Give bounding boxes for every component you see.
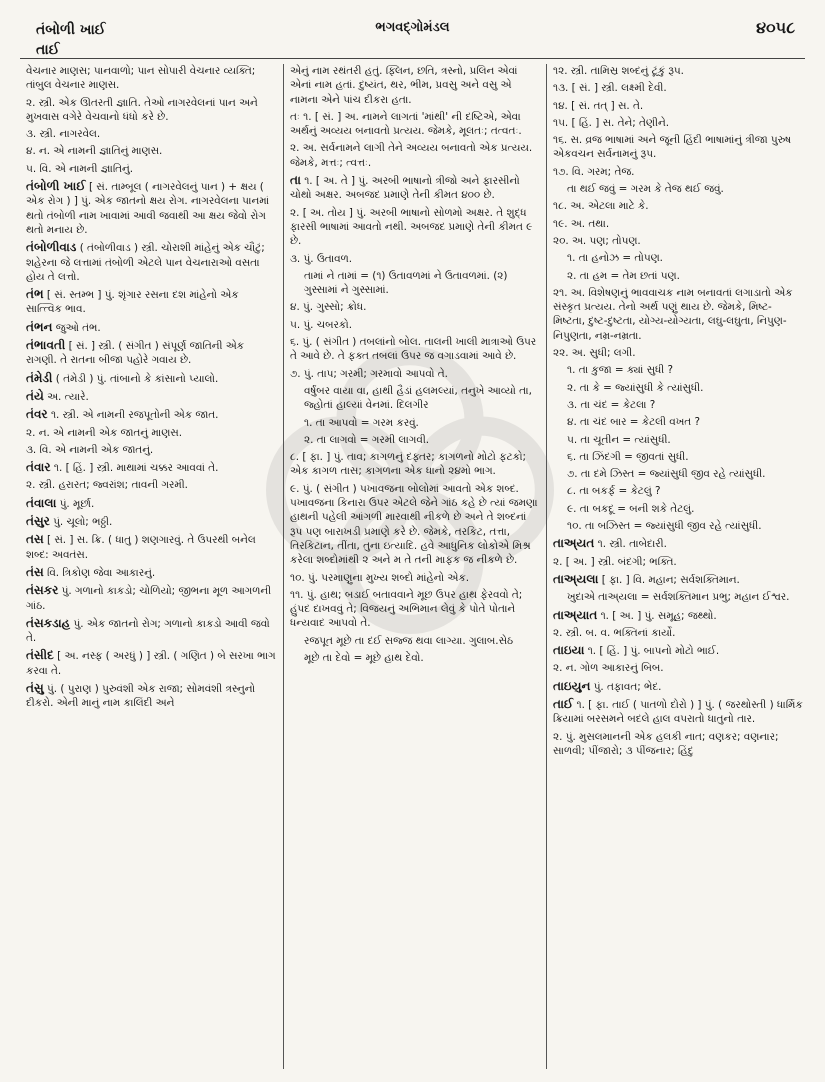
entry-text: ૧૪. [ સં. તત્ ] સ. તે. — [553, 99, 644, 112]
entry-text: [ અ. નસ્ફ ( અરધું ) ] સ્ત્રી. ( ગણિત ) બે સરખા ભાગ કરવા તે. — [26, 650, 276, 677]
entry-text: પું. તફાવત; ભેદ. — [590, 680, 662, 693]
dictionary-entry — [26, 583, 277, 613]
dictionary-entry — [290, 110, 540, 139]
dictionary-entry — [553, 99, 803, 113]
entry-text: ૫. વિ. એ નામની જ્ઞાતિનું. — [26, 162, 134, 175]
entry-text: ૬. પું. ( સંગીત ) તબલાંનો બોલ. તાલની ખાલી માત્રાઓ ઉપર તે આવે છે. તે ફક્ત તબલાં ઉપર જ વગાડવામાં આવે છે. — [290, 336, 537, 363]
dictionary-entry — [290, 571, 540, 585]
dictionary-entry — [26, 127, 277, 141]
dictionary-entry — [553, 697, 803, 727]
column-middle — [283, 64, 546, 1069]
dictionary-entry — [553, 661, 803, 675]
dictionary-entry — [290, 588, 540, 631]
entry-text: પું. ચૂલો; ભઠ્ઠી. — [49, 516, 113, 529]
entry-text: ૪. તા ચંદ બાર = કેટલી વખત ? — [567, 416, 701, 429]
entry-headword: તંબોળી ખાઈ — [26, 179, 86, 194]
entry-headword: તાઅ્યાત — [553, 607, 598, 622]
dictionary-entry — [553, 398, 803, 412]
entry-text: [ ફા. ] વિ. મહાન; સર્વશક્તિમાન. — [598, 573, 740, 586]
dictionary-entry — [553, 626, 803, 640]
entry-text: પું. મૂર્છા. — [56, 497, 95, 510]
dictionary-entry — [553, 608, 803, 623]
dictionary-entry — [26, 96, 277, 125]
entry-text: ૬. તા ઝિંદગી = જીવતાં સુધી. — [567, 450, 689, 463]
entry-text: ૧૯. અ. તથા. — [553, 217, 610, 230]
entry-headword: તંબોળીવાડ — [26, 240, 77, 255]
entry-headword: તંયે — [26, 388, 44, 403]
dictionary-entry — [26, 478, 277, 492]
entry-text: ૧. [ અ. તે ] પું. અરબી ભાષાનો ત્રીજો અને ફારસીનો ચોથો અક્ષર. અબજદ પ્રમાણે તેની કીમત ૪૦૦ છે. — [290, 175, 520, 202]
entry-text: જુઓ તંભ. — [52, 321, 101, 334]
dictionary-entry — [290, 384, 540, 413]
dictionary-entry — [290, 433, 540, 447]
entry-text: ૧૨. સ્ત્રી. તામિસ્ર શબ્દનું ટૂંકું રૂપ. — [553, 65, 684, 77]
entry-text: ૧. [ અ. ] પું. સમૂહ; જથ્થો. — [597, 609, 717, 622]
entry-headword: તંભાવતી — [26, 338, 66, 353]
dictionary-entry — [553, 555, 803, 569]
dictionary-entry — [553, 679, 803, 694]
dictionary-entry — [553, 234, 803, 248]
dictionary-entry — [290, 450, 540, 479]
entry-text: ૧. તા આપવો = ગરમ કરવું. — [304, 416, 419, 429]
entry-text: ૩. સ્ત્રી. નાગરવેલ. — [26, 128, 101, 141]
dictionary-entry — [553, 643, 803, 658]
entry-headword: તાઅ્યત — [553, 536, 595, 551]
dictionary-entry — [553, 502, 803, 516]
running-title: ભગવદ્ગોમંડલ — [375, 20, 450, 35]
entry-text: ૧. [ હિં. ] પું. બાપનો મોટો ભાઈ. — [584, 645, 720, 658]
page-number: ૪૦૫૮ — [756, 18, 795, 37]
dictionary-entry — [553, 116, 803, 130]
entry-headword: તંવર — [26, 407, 48, 422]
dictionary-entry — [26, 460, 277, 475]
entry-text: તામાં ને તામાં = (૧) ઉતાવળમાં ને ઉતાવળમાં. (૨) ગુસ્સામાં ને ગુસ્સામાં. — [304, 269, 508, 297]
entry-text: ૭. પું. તાપ; ગરમી; ગરમાવો આપવો તે. — [290, 367, 448, 380]
dictionary-entry — [26, 389, 277, 404]
dictionary-entry — [553, 730, 803, 759]
dictionary-entry — [290, 318, 540, 332]
entry-text: ૯. પું. ( સંગીત ) પખાવજના બોલોમાં આવતો એક શબ્દ. પખાવજના કિનારા ઉપર એટલે જેને ગાંઠ કહે છે ત્યાં જમણા હાથની પહેલી આંગળી મારવાથી નીકળે છે અને તે શબ્દનાં રૂપ પણ બારાખડી પ્રમાણે કરે છે. જેમકે, તરકિટ, તત્તા, તિરકિટાન, તીંતા, તુના ઇત્યાદિ. હવે આધુનિક લોકોએ મિશ્ર કરેલા શબ્દોમાંથી ૨ અને મ તે તની માફક જ નીકળે છે. — [290, 482, 538, 567]
entry-text: ૧૩. [ સં. ] સ્ત્રી. લક્ષ્મી દેવી. — [553, 82, 667, 95]
entry-headword: તંસકડાહ — [26, 615, 71, 630]
entry-text: ( તંબોળીવાડ ) સ્ત્રી. ચોરાશી માંહેનું એક ચૌટું; શહેરના જે લત્તામાં તંબોળી એટલે પાન વેચનારાઓ વસતા હોય તે લત્તો. — [26, 242, 265, 283]
dictionary-entry — [290, 416, 540, 430]
column-right — [546, 64, 809, 1069]
entry-headword: તંભ — [26, 287, 44, 302]
dictionary-entry — [553, 165, 803, 179]
entry-text: ૨. સ્ત્રી. હરારત; જ્વરાંશ; તાવની ગરમી. — [26, 479, 188, 492]
entry-text: વિ. ત્રિકોણ જેવા આકારનું. — [43, 566, 156, 579]
entry-text: ૧. સ્ત્રી. એ નામની રજપૂતોની એક જાત. — [47, 409, 219, 422]
dictionary-entry — [26, 532, 277, 562]
entry-text: ૨. સ્ત્રી. બ. વ. ભક્તિનાં કાર્યો. — [553, 626, 676, 639]
dictionary-entry — [553, 182, 803, 196]
entry-text: ૨૨. અ. સુધી; લગી. — [553, 347, 636, 360]
entry-text: પું. ( પુરાણ ) પુરુવંશી એક રાજા; સોમવંશી ત્રસ્નુનો દીકરો. એની માનું નામ કાલિંદી અને — [26, 682, 256, 710]
entry-headword: તંમેડી — [26, 370, 53, 385]
entry-text: ૨. [ અ. ] સ્ત્રી. બંદગી; ભક્તિ. — [553, 555, 677, 568]
entry-text: ૫. પું. ચબરકો. — [290, 318, 353, 331]
dictionary-entry — [290, 141, 540, 170]
dictionary-entry — [553, 199, 803, 213]
entry-text: ૪. ન. એ નામની જ્ઞાતિનું માણસ. — [26, 145, 163, 158]
entry-text: મૂછે તા દેવો = મૂછે હાથ દેવો. — [304, 651, 424, 664]
entry-text: ૩. પું. ઉતાવળ. — [290, 252, 353, 265]
dictionary-entry — [553, 269, 803, 283]
dictionary-entry — [290, 651, 540, 665]
dictionary-entry — [26, 565, 277, 580]
dictionary-entry — [290, 482, 540, 568]
entry-text: ૮. તા બકર્ફ = કેટલું ? — [567, 485, 661, 498]
entry-text: ( તંમેડી ) પું. તાંબાનો કે કાંસાનો પ્યાલો. — [52, 372, 219, 385]
dictionary-entry — [26, 496, 277, 511]
entry-text: [ સં. તામ્બૂલ ( નાગરવેલનું પાન ) + ક્ષય ( એક રોગ ) ] પું. એક જાતનો ક્ષય રોગ. નાગરવેલના પાનમાં થતો તંબોળી નામ ખાવામાં આવી જવાથી આ ક્ષય જેવો રોગ થતો મનાય છે. — [26, 181, 270, 236]
dictionary-entry — [553, 450, 803, 464]
entry-text: ૧૦. તા બઝિસ્ત = જ્યાંસુધી જીવ રહે ત્યાંસુધી. — [567, 520, 762, 533]
entry-headword: તંવાર — [26, 460, 51, 475]
dictionary-entry — [290, 64, 540, 107]
entry-headword: તંસ — [26, 564, 44, 579]
entry-headword: તાઇયા — [553, 643, 585, 658]
guide-word-first: તંબોળી ખાઈ — [36, 22, 106, 38]
dictionary-entry — [553, 286, 803, 343]
guide-words-left — [36, 20, 236, 60]
dictionary-entry — [553, 590, 803, 604]
dictionary-entry — [26, 162, 277, 176]
dictionary-entry — [553, 217, 803, 231]
entry-headword: તંસુ — [26, 680, 44, 695]
entry-headword: તંસકર — [26, 583, 59, 598]
entry-headword: તસ — [26, 532, 44, 547]
dictionary-entry — [290, 634, 540, 648]
dictionary-entry — [26, 443, 277, 457]
dictionary-entry — [553, 251, 803, 265]
entry-text: ૭. તા દમે ઝિસ્ત = જ્યાંસુધી જીવ રહે ત્યાંસુધી. — [567, 468, 766, 481]
entry-text: અ. ત્યારે. — [43, 390, 89, 403]
dictionary-entry — [553, 572, 803, 587]
entry-text: ૮. [ ફા. ] પું. તાવ; કાગળનું દફ્તર; કાગળનો મોટો ફટકો; એક કાગળ તાસ; કાગળના એક ધાનો ૨૪મો ભાગ. — [290, 451, 527, 478]
guide-word-second: તાઈ — [36, 42, 60, 58]
dictionary-entry — [290, 367, 540, 381]
entry-text: ૨. ન. ગોળ આકારનું બિબ. — [553, 662, 664, 675]
entry-text: ૨. પું. મુસલમાનની એક હલકી નાત; વણકર; વણનાર; સાળવી; પીંજારો; ૩ પીંજનાર; હિંદુ — [553, 730, 779, 757]
entry-text: ૨. અ. સર્વનામને લાગી તેને અવ્યય બનાવતો એક પ્રત્યય. જેમકે, મત્તઃ; ત્વત્તઃ. — [290, 142, 533, 169]
entry-text: ૧. તા હનોઝ = તોપણ. — [567, 252, 663, 265]
dictionary-entry — [553, 433, 803, 447]
entry-text: તઃ ૧. [ સં. ] અ. નામને લાગતાં 'માંથી' ની દષ્ટિએ, એવા અર્થનું અવ્યય બનાવતો પ્રત્યય. જેમકે, મૂલતઃ; તત્વતઃ. — [290, 110, 522, 138]
dictionary-entry — [553, 363, 803, 377]
dictionary-entry — [26, 240, 277, 284]
entry-text: ૧૫. [ હિં. ] સ. તેને; તેણીને. — [553, 116, 669, 129]
dictionary-entry — [553, 346, 803, 360]
dictionary-entry — [26, 287, 277, 317]
dictionary-entry — [553, 519, 803, 533]
dictionary-entry — [26, 616, 277, 646]
dictionary-entry — [26, 681, 277, 711]
entry-headword: તાઅ્યલા — [553, 571, 599, 586]
entry-headword: તંસુર — [26, 514, 50, 529]
dictionary-entry — [290, 206, 540, 249]
dictionary-columns — [20, 64, 810, 1069]
entry-text: [ સં. ] સ. ક્રિ. ( ધાતુ ) શણગારવું. તે ઉપરથી બનેલ શબ્દ: અવતંસ. — [26, 534, 256, 561]
dictionary-entry — [553, 484, 803, 498]
dictionary-entry — [26, 514, 277, 529]
entry-text: ૧૮. અ. એટલા માટે કે. — [553, 200, 649, 213]
entry-text: વર્ષુંબર વાયા વા, હાથી હૈડાં હલમલ્યાં, તનુખે આવ્યો તા, જ્હોતાં હાલ્યાં વેનમાં. દિલગીર — [304, 384, 532, 412]
entry-text: ૪. પું. ગુસ્સો; ક્રોધ. — [290, 301, 367, 314]
entry-text: ૧. સ્ત્રી. તાબેદારી. — [594, 538, 667, 551]
dictionary-entry — [553, 81, 803, 95]
dictionary-entry — [26, 407, 277, 422]
entry-text: ૧. તા કુજા = ક્યાં સુધી ? — [567, 364, 674, 377]
dictionary-entry — [290, 269, 540, 298]
entry-text: ૨. તા હમ = તેમ છતાં પણ. — [567, 269, 680, 282]
column-left — [20, 64, 283, 1069]
dictionary-entry — [553, 64, 803, 78]
dictionary-entry — [553, 415, 803, 429]
entry-text: [ સં. ] સ્ત્રી. ( સંગીત ) સંપૂર્ણ જાતિની એક રાગણી. તે રાતના બીજા પહોરે ગવાય છે. — [26, 340, 245, 367]
dictionary-entry — [26, 648, 277, 678]
header-rule — [20, 58, 805, 59]
dictionary-entry — [26, 64, 277, 93]
entry-text: ૨. તા લાગવો = ગરમી લાગવી. — [304, 433, 430, 446]
entry-headword: તાઇયુન — [553, 678, 591, 693]
entry-text: તા થઈ જવું = ગરમ કે તેજ થઈ જવું. — [567, 183, 724, 196]
dictionary-entry — [26, 320, 277, 335]
dictionary-entry — [290, 300, 540, 314]
entry-headword: તંભન — [26, 319, 53, 334]
dictionary-entry — [26, 371, 277, 386]
entry-text: એનું નામ રથંતરી હતું. ફ્લિન, છતિ, ત્રસ્નો, પ્રલિન એવાં એનાં નામ હતાં. દુષ્યંત, થર, ભીમ, પ્રવસુ અને વસુ એ નામના એને પાંચ દીકરા હતા. — [290, 65, 518, 106]
entry-text: ૨. તા કે = જ્યાંસુધી કે ત્યાંસુધી. — [567, 381, 704, 394]
entry-text: વેચનાર માણસ; પાનવાળો; પાન સોપારી વેચનાર વ્યક્તિ; તાંબુલ વેચનાર માણસ. — [26, 65, 256, 92]
entry-text: ૯. તા બકદૂ = બની શકે તેટલું. — [567, 502, 695, 515]
entry-text: ૨. સ્ત્રી. એક ઊતરતી જ્ઞાતિ. તેઓ નાગરવેલનાં પાન અને મુખવાસ વગેરે વેચવાનો ધંધો કરે છે. — [26, 96, 258, 123]
entry-text: ૧૬. સ. વ્રજ ભાષામાં અને જૂની હિંદી ભાષામાંનું ત્રીજા પુરુષ એકવચન સર્વનામનું રૂપ. — [553, 134, 792, 161]
entry-headword: તંસીદ — [26, 648, 54, 663]
entry-text: ૨. ન. એ નામની એક જાતનું માણસ. — [26, 426, 182, 439]
entry-text: ૨. [ અ. તોય ] પું. અરબી ભાષાનો સોળમો અક્ષર. તે શુદ્ધ ફારસી ભાષામાં આવતો નથી. અબજદ પ્રમાણે તેની કીમત ૯ છે. — [290, 206, 533, 248]
entry-text: ખુદાએ તાઅ્યલા = સર્વશક્તિમાન પ્રભુ; મહાન ઈશ્વર. — [567, 591, 790, 604]
page-header — [0, 0, 825, 58]
entry-text: ૧. [ ફા. તાઈ ( પાતળો દોરો ) ] પું. ( જરથોસ્તી ) ધાર્મિક ક્રિયામાં બરસમને બદલે હાલ વપરાતો ધાતુનો તાર. — [553, 698, 803, 726]
entry-text: રજપૂત મૂછે તા દઈ સજ્જ થવા લાગ્યા. ગુલાબ.સેઠ — [304, 634, 514, 647]
dictionary-entry — [26, 426, 277, 440]
entry-text: ૨૧. અ. વિશેષણનું ભાવવાચક નામ બનાવતાં લગાડાતો એક સંસ્કૃત પ્રત્યય. તેનો અર્થ પણું થાય છે. જેમકે, મિષ્ટ-મિષ્ટતા, દુષ્ટ-દુષ્ટતા, યોગ્ય-યોગ્યતા, લઘુ-લઘુતા, નિપુણ-નિપુણતા, નમ્ર-નમ્રતા. — [553, 286, 793, 342]
entry-text: ૧૭. વિ. ગરમ; તેજ. — [553, 165, 635, 178]
entry-text: પું. ગળાનો કાકડો; ચોળિયો; જીભના મૂળ આગળની ગાંઠ. — [26, 585, 272, 612]
dictionary-entry — [290, 252, 540, 266]
entry-text: ૧૧. પું. હાથ; બડાઈ બતાવવાને મૂછ ઉપર હાથ ફેરવવો તે; હુંપદ દાખવવું તે; વિજયનું અભિમાન લેવું કે પોતે પોતાને ધન્યવાદ આપવો તે. — [290, 588, 523, 630]
dictionary-entry — [553, 381, 803, 395]
entry-headword: તાઈ — [553, 696, 574, 711]
dictionary-entry — [26, 338, 277, 368]
entry-text: ૩. તા ચંદ = કેટલા ? — [567, 398, 656, 411]
dictionary-entry — [553, 467, 803, 481]
entry-text: [ સં. સ્તમ્ભ ] પું. શૃંગાર રસના દશ માંહેનો એક સાત્ત્વિક ભાવ. — [26, 289, 239, 316]
dictionary-entry — [553, 536, 803, 551]
entry-text: પું. એક જાતનો રોગ; ગળાનો કાકડો આવી જવો તે. — [26, 617, 270, 645]
entry-text: ૫. તા ચૂતીન = ત્યાંસુધી. — [567, 433, 671, 446]
dictionary-entry — [290, 335, 540, 364]
entry-text: ૨૦. અ. પણ; તોપણ. — [553, 234, 641, 247]
dictionary-entry — [26, 144, 277, 158]
entry-text: ૩. વિ. એ નામની એક જાતનું. — [26, 443, 154, 456]
dictionary-entry — [26, 179, 277, 237]
entry-headword: તંવાલા — [26, 495, 57, 510]
dictionary-entry — [290, 173, 540, 203]
entry-text: ૧. [ હિં. ] સ્ત્રી. માથામાં ચક્કર આવવાં તે. — [50, 462, 219, 475]
entry-headword: તા — [290, 173, 301, 188]
dictionary-entry — [553, 133, 803, 162]
entry-text: ૧૦. પું. પરમાણુના મુખ્ય શબ્દો માંહેનો એક. — [290, 571, 469, 584]
